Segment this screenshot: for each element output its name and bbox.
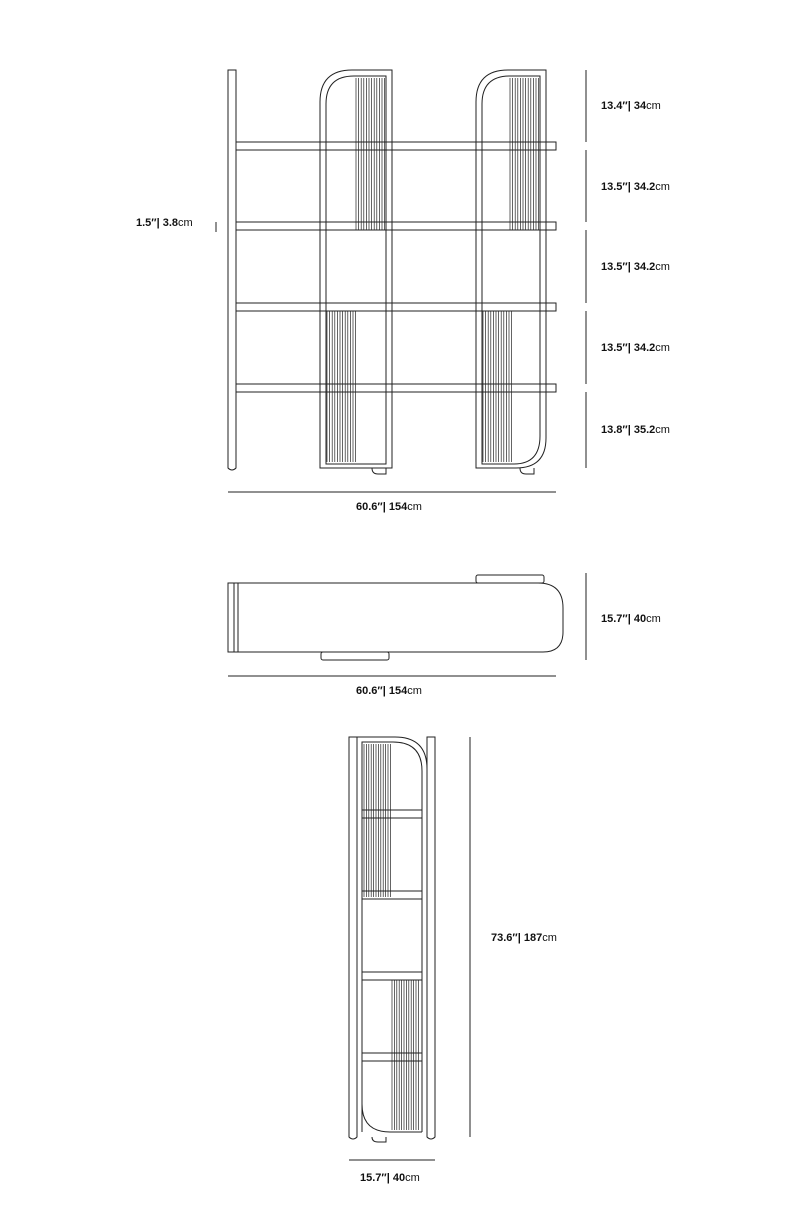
shelf-spacing-label-3: 13.5″| 34.2cm <box>601 261 670 273</box>
shelf-3 <box>236 303 556 311</box>
foot-right <box>520 468 534 474</box>
shelf-spacing-label-5: 13.8″| 35.2cm <box>601 424 670 436</box>
front-width-label: 60.6″| 154cm <box>356 501 422 513</box>
front-view <box>228 70 556 474</box>
side-post-left <box>349 737 357 1139</box>
side-slat-panels <box>364 744 418 1130</box>
top-shelf-outline <box>228 583 563 652</box>
side-dimensions <box>349 737 470 1160</box>
right-arch-frame-outer <box>476 70 546 468</box>
top-frame-bottom <box>321 652 389 660</box>
shelf-spacing-label-4: 13.5″| 34.2cm <box>601 342 670 354</box>
side-shelf-3 <box>362 972 422 980</box>
side-view <box>349 737 435 1142</box>
top-view <box>228 575 563 660</box>
side-depth-label: 15.7″| 40cm <box>360 1172 420 1184</box>
side-post-right <box>427 737 435 1139</box>
top-dimensions <box>228 573 586 676</box>
left-post <box>228 70 236 470</box>
top-depth-label: 15.7″| 40cm <box>601 613 661 625</box>
post-thickness-label: 1.5″| 3.8cm <box>136 217 193 229</box>
top-frame-top <box>476 575 544 583</box>
slat-panels <box>327 78 539 462</box>
top-post-left <box>228 583 234 652</box>
shelf-2 <box>236 222 556 230</box>
side-foot <box>372 1137 386 1142</box>
side-height-label: 73.6″| 187cm <box>491 932 557 944</box>
foot-left <box>372 468 386 474</box>
top-width-label: 60.6″| 154cm <box>356 685 422 697</box>
shelf-spacing-label-1: 13.4″| 34cm <box>601 100 661 112</box>
shelves <box>236 142 556 392</box>
shelf-1 <box>236 142 556 150</box>
shelf-spacing-label-2: 13.5″| 34.2cm <box>601 181 670 193</box>
shelf-4 <box>236 384 556 392</box>
